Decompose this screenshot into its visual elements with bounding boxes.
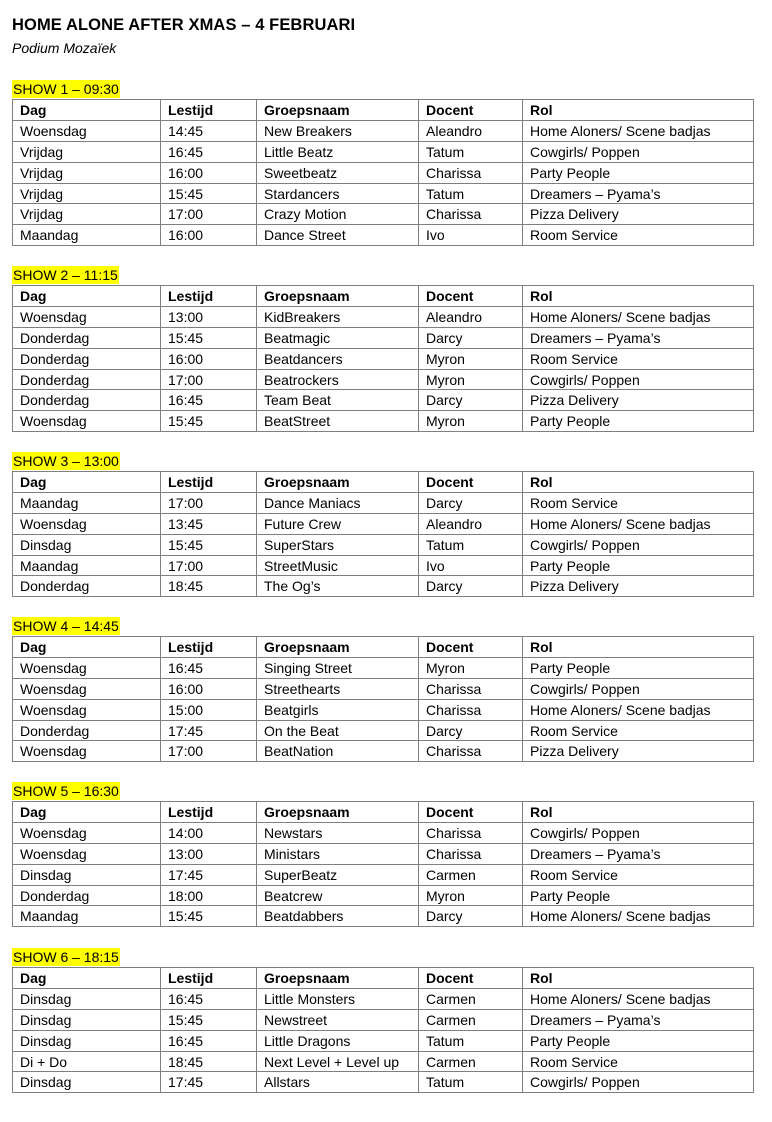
header-cell: Docent <box>419 968 523 989</box>
header-cell: Lestijd <box>161 472 257 493</box>
table-cell: 18:45 <box>161 1051 257 1072</box>
table-cell: Aleandro <box>419 513 523 534</box>
table-cell: Vrijdag <box>13 141 161 162</box>
table-cell: Team Beat <box>257 390 419 411</box>
table-cell: Maandag <box>13 906 161 927</box>
table-cell: Maandag <box>13 225 161 246</box>
table-cell: Ivo <box>419 555 523 576</box>
table-cell: SuperStars <box>257 534 419 555</box>
table-cell: Dreamers – Pyama’s <box>523 1009 754 1030</box>
table-cell: Beatcrew <box>257 885 419 906</box>
table-cell: Carmen <box>419 864 523 885</box>
table-cell: Party People <box>523 885 754 906</box>
header-cell: Dag <box>13 802 161 823</box>
table-cell: New Breakers <box>257 120 419 141</box>
table-row <box>13 576 754 597</box>
table-cell: Dinsdag <box>13 1030 161 1051</box>
table-cell: 17:00 <box>161 492 257 513</box>
table-cell: Darcy <box>419 327 523 348</box>
table-cell: Myron <box>419 657 523 678</box>
table-row <box>13 657 754 678</box>
table-cell: Donderdag <box>13 885 161 906</box>
table-cell: Dinsdag <box>13 1009 161 1030</box>
table-cell: Cowgirls/ Poppen <box>523 534 754 555</box>
table-cell: Dreamers – Pyama’s <box>523 183 754 204</box>
table-cell: Dreamers – Pyama’s <box>523 327 754 348</box>
table-cell: 15:45 <box>161 183 257 204</box>
table-cell: Room Service <box>523 720 754 741</box>
table-cell: 16:00 <box>161 348 257 369</box>
table-cell: BeatStreet <box>257 411 419 432</box>
table-cell: Woensdag <box>13 843 161 864</box>
table-cell: Room Service <box>523 492 754 513</box>
table-cell: Next Level + Level up <box>257 1051 419 1072</box>
show-heading: SHOW 3 – 13:00 <box>13 453 119 469</box>
header-cell: Docent <box>419 637 523 658</box>
table-cell: 16:00 <box>161 225 257 246</box>
header-cell: Lestijd <box>161 637 257 658</box>
table-cell: Pizza Delivery <box>523 741 754 762</box>
header-cell: Docent <box>419 286 523 307</box>
table-cell: KidBreakers <box>257 306 419 327</box>
table-cell: Charissa <box>419 822 523 843</box>
table-row <box>13 306 754 327</box>
table-cell: Cowgirls/ Poppen <box>523 678 754 699</box>
table-row <box>13 1030 754 1051</box>
table-cell: 16:00 <box>161 678 257 699</box>
table-cell: Woensdag <box>13 822 161 843</box>
schedule-table <box>12 636 754 762</box>
header-cell: Rol <box>523 286 754 307</box>
schedule-table <box>12 99 754 246</box>
header-cell: Lestijd <box>161 802 257 823</box>
table-row <box>13 555 754 576</box>
table-row <box>13 204 754 225</box>
table-cell: Home Aloners/ Scene badjas <box>523 699 754 720</box>
table-row <box>13 120 754 141</box>
table-cell: Stardancers <box>257 183 419 204</box>
table-cell: Carmen <box>419 1009 523 1030</box>
header-cell: Lestijd <box>161 100 257 121</box>
table-cell: Charissa <box>419 162 523 183</box>
table-cell: Darcy <box>419 390 523 411</box>
table-cell: Cowgirls/ Poppen <box>523 141 754 162</box>
table-cell: Donderdag <box>13 348 161 369</box>
show-heading: SHOW 4 – 14:45 <box>13 618 119 634</box>
show-section <box>12 266 753 432</box>
table-cell: Donderdag <box>13 390 161 411</box>
table-cell: 15:45 <box>161 534 257 555</box>
table-cell: On the Beat <box>257 720 419 741</box>
table-cell: Little Monsters <box>257 988 419 1009</box>
show-section <box>12 452 753 597</box>
table-cell: Dinsdag <box>13 534 161 555</box>
table-cell: 15:00 <box>161 699 257 720</box>
table-row <box>13 390 754 411</box>
table-cell: Room Service <box>523 348 754 369</box>
table-cell: 17:45 <box>161 1072 257 1093</box>
table-cell: Little Beatz <box>257 141 419 162</box>
table-cell: Pizza Delivery <box>523 204 754 225</box>
show-section <box>12 782 753 927</box>
header-cell: Dag <box>13 286 161 307</box>
table-cell: Cowgirls/ Poppen <box>523 822 754 843</box>
table-cell: Home Aloners/ Scene badjas <box>523 513 754 534</box>
show-section <box>12 80 753 246</box>
header-cell: Groepsnaam <box>257 637 419 658</box>
table-cell: Donderdag <box>13 720 161 741</box>
table-cell: Darcy <box>419 906 523 927</box>
page-subtitle: Podium Mozaïek <box>12 40 117 56</box>
table-cell: Party People <box>523 1030 754 1051</box>
table-cell: Darcy <box>419 492 523 513</box>
table-cell: Party People <box>523 657 754 678</box>
table-cell: 16:45 <box>161 1030 257 1051</box>
table-cell: Carmen <box>419 1051 523 1072</box>
table-cell: Charissa <box>419 741 523 762</box>
table-cell: Woensdag <box>13 306 161 327</box>
header-cell: Rol <box>523 968 754 989</box>
show-section <box>12 948 753 1093</box>
table-cell: 13:00 <box>161 843 257 864</box>
show-heading: SHOW 2 – 11:15 <box>13 267 118 283</box>
table-row <box>13 1072 754 1093</box>
show-heading: SHOW 6 – 18:15 <box>13 949 119 965</box>
table-cell: Pizza Delivery <box>523 576 754 597</box>
table-cell: The Og’s <box>257 576 419 597</box>
header-cell: Dag <box>13 100 161 121</box>
table-cell: Myron <box>419 348 523 369</box>
table-header-row <box>13 802 754 823</box>
table-cell: Dance Street <box>257 225 419 246</box>
table-cell: 18:45 <box>161 576 257 597</box>
table-cell: Newstreet <box>257 1009 419 1030</box>
table-row <box>13 183 754 204</box>
table-cell: 15:45 <box>161 327 257 348</box>
table-cell: Newstars <box>257 822 419 843</box>
table-cell: Home Aloners/ Scene badjas <box>523 988 754 1009</box>
table-cell: Beatrockers <box>257 369 419 390</box>
table-cell: Party People <box>523 411 754 432</box>
table-cell: Woensdag <box>13 120 161 141</box>
header-cell: Dag <box>13 968 161 989</box>
table-cell: Myron <box>419 369 523 390</box>
table-cell: 16:45 <box>161 988 257 1009</box>
table-cell: Streethearts <box>257 678 419 699</box>
table-cell: 15:45 <box>161 1009 257 1030</box>
table-row <box>13 678 754 699</box>
header-cell: Docent <box>419 472 523 493</box>
header-cell: Docent <box>419 802 523 823</box>
header-cell: Rol <box>523 100 754 121</box>
table-cell: Beatgirls <box>257 699 419 720</box>
table-cell: Cowgirls/ Poppen <box>523 369 754 390</box>
table-cell: 17:00 <box>161 741 257 762</box>
table-cell: Woensdag <box>13 699 161 720</box>
table-cell: Dinsdag <box>13 1072 161 1093</box>
table-cell: Aleandro <box>419 306 523 327</box>
table-cell: Woensdag <box>13 678 161 699</box>
table-cell: SuperBeatz <box>257 864 419 885</box>
header-cell: Dag <box>13 637 161 658</box>
table-cell: Vrijdag <box>13 183 161 204</box>
table-cell: Dance Maniacs <box>257 492 419 513</box>
table-cell: 18:00 <box>161 885 257 906</box>
schedule-table <box>12 967 754 1093</box>
table-cell: Ivo <box>419 225 523 246</box>
table-cell: Room Service <box>523 864 754 885</box>
table-cell: Room Service <box>523 225 754 246</box>
table-cell: Home Aloners/ Scene badjas <box>523 120 754 141</box>
table-row <box>13 699 754 720</box>
table-row <box>13 1051 754 1072</box>
table-cell: 17:00 <box>161 369 257 390</box>
table-cell: Tatum <box>419 534 523 555</box>
table-cell: Myron <box>419 411 523 432</box>
table-row <box>13 1009 754 1030</box>
header-cell: Groepsnaam <box>257 968 419 989</box>
header-cell: Lestijd <box>161 286 257 307</box>
table-cell: Home Aloners/ Scene badjas <box>523 906 754 927</box>
table-cell: 14:00 <box>161 822 257 843</box>
table-row <box>13 864 754 885</box>
table-cell: Home Aloners/ Scene badjas <box>523 306 754 327</box>
table-cell: Party People <box>523 162 754 183</box>
table-cell: Woensdag <box>13 741 161 762</box>
table-cell: 17:45 <box>161 864 257 885</box>
table-cell: Charissa <box>419 204 523 225</box>
schedule-table <box>12 801 754 927</box>
table-cell: 16:00 <box>161 162 257 183</box>
table-cell: Pizza Delivery <box>523 390 754 411</box>
table-row <box>13 369 754 390</box>
table-cell: 16:45 <box>161 141 257 162</box>
header-cell: Docent <box>419 100 523 121</box>
table-cell: Di + Do <box>13 1051 161 1072</box>
table-cell: Woensdag <box>13 411 161 432</box>
table-cell: 16:45 <box>161 657 257 678</box>
header-cell: Rol <box>523 472 754 493</box>
table-row <box>13 348 754 369</box>
header-cell: Lestijd <box>161 968 257 989</box>
table-cell: Maandag <box>13 555 161 576</box>
page-title: HOME ALONE AFTER XMAS – 4 FEBRUARI <box>12 16 356 34</box>
table-cell: 16:45 <box>161 390 257 411</box>
table-cell: Darcy <box>419 720 523 741</box>
table-cell: Dreamers – Pyama’s <box>523 843 754 864</box>
table-header-row <box>13 286 754 307</box>
table-cell: 14:45 <box>161 120 257 141</box>
table-header-row <box>13 968 754 989</box>
table-row <box>13 513 754 534</box>
show-section <box>12 617 753 762</box>
table-cell: Myron <box>419 885 523 906</box>
table-row <box>13 492 754 513</box>
table-cell: Vrijdag <box>13 162 161 183</box>
table-cell: Beatdancers <box>257 348 419 369</box>
table-cell: 15:45 <box>161 906 257 927</box>
table-row <box>13 327 754 348</box>
show-heading: SHOW 5 – 16:30 <box>13 783 119 799</box>
table-row <box>13 162 754 183</box>
table-cell: Maandag <box>13 492 161 513</box>
table-cell: Tatum <box>419 141 523 162</box>
table-row <box>13 906 754 927</box>
table-cell: 17:00 <box>161 204 257 225</box>
table-row <box>13 885 754 906</box>
table-cell: Tatum <box>419 1030 523 1051</box>
table-header-row <box>13 472 754 493</box>
header-cell: Groepsnaam <box>257 802 419 823</box>
table-cell: Singing Street <box>257 657 419 678</box>
table-cell: Room Service <box>523 1051 754 1072</box>
header-cell: Rol <box>523 802 754 823</box>
table-row <box>13 822 754 843</box>
table-cell: 17:00 <box>161 555 257 576</box>
table-header-row <box>13 100 754 121</box>
header-cell: Dag <box>13 472 161 493</box>
table-cell: Vrijdag <box>13 204 161 225</box>
show-heading: SHOW 1 – 09:30 <box>13 81 119 97</box>
table-row <box>13 141 754 162</box>
table-cell: StreetMusic <box>257 555 419 576</box>
table-row <box>13 411 754 432</box>
table-cell: Allstars <box>257 1072 419 1093</box>
table-cell: 15:45 <box>161 411 257 432</box>
table-cell: 13:00 <box>161 306 257 327</box>
table-row <box>13 843 754 864</box>
table-cell: BeatNation <box>257 741 419 762</box>
table-cell: Ministars <box>257 843 419 864</box>
table-cell: Tatum <box>419 183 523 204</box>
table-cell: Future Crew <box>257 513 419 534</box>
header-cell: Groepsnaam <box>257 472 419 493</box>
table-row <box>13 534 754 555</box>
table-header-row <box>13 637 754 658</box>
table-cell: Woensdag <box>13 657 161 678</box>
table-cell: Tatum <box>419 1072 523 1093</box>
table-cell: Beatdabbers <box>257 906 419 927</box>
table-cell: Charissa <box>419 678 523 699</box>
table-cell: Little Dragons <box>257 1030 419 1051</box>
schedule-table <box>12 285 754 432</box>
table-cell: Darcy <box>419 576 523 597</box>
table-cell: Dinsdag <box>13 864 161 885</box>
table-cell: 17:45 <box>161 720 257 741</box>
header-cell: Groepsnaam <box>257 286 419 307</box>
table-cell: Charissa <box>419 843 523 864</box>
header-cell: Rol <box>523 637 754 658</box>
table-cell: Dinsdag <box>13 988 161 1009</box>
table-cell: Cowgirls/ Poppen <box>523 1072 754 1093</box>
table-cell: Party People <box>523 555 754 576</box>
table-cell: Woensdag <box>13 513 161 534</box>
table-cell: Aleandro <box>419 120 523 141</box>
table-cell: Carmen <box>419 988 523 1009</box>
table-cell: Beatmagic <box>257 327 419 348</box>
table-row <box>13 741 754 762</box>
table-row <box>13 988 754 1009</box>
table-cell: Charissa <box>419 699 523 720</box>
schedule-table <box>12 471 754 597</box>
table-cell: Donderdag <box>13 327 161 348</box>
header-cell: Groepsnaam <box>257 100 419 121</box>
table-cell: 13:45 <box>161 513 257 534</box>
table-row <box>13 225 754 246</box>
table-cell: Crazy Motion <box>257 204 419 225</box>
table-cell: Sweetbeatz <box>257 162 419 183</box>
table-cell: Donderdag <box>13 576 161 597</box>
table-cell: Donderdag <box>13 369 161 390</box>
table-row <box>13 720 754 741</box>
